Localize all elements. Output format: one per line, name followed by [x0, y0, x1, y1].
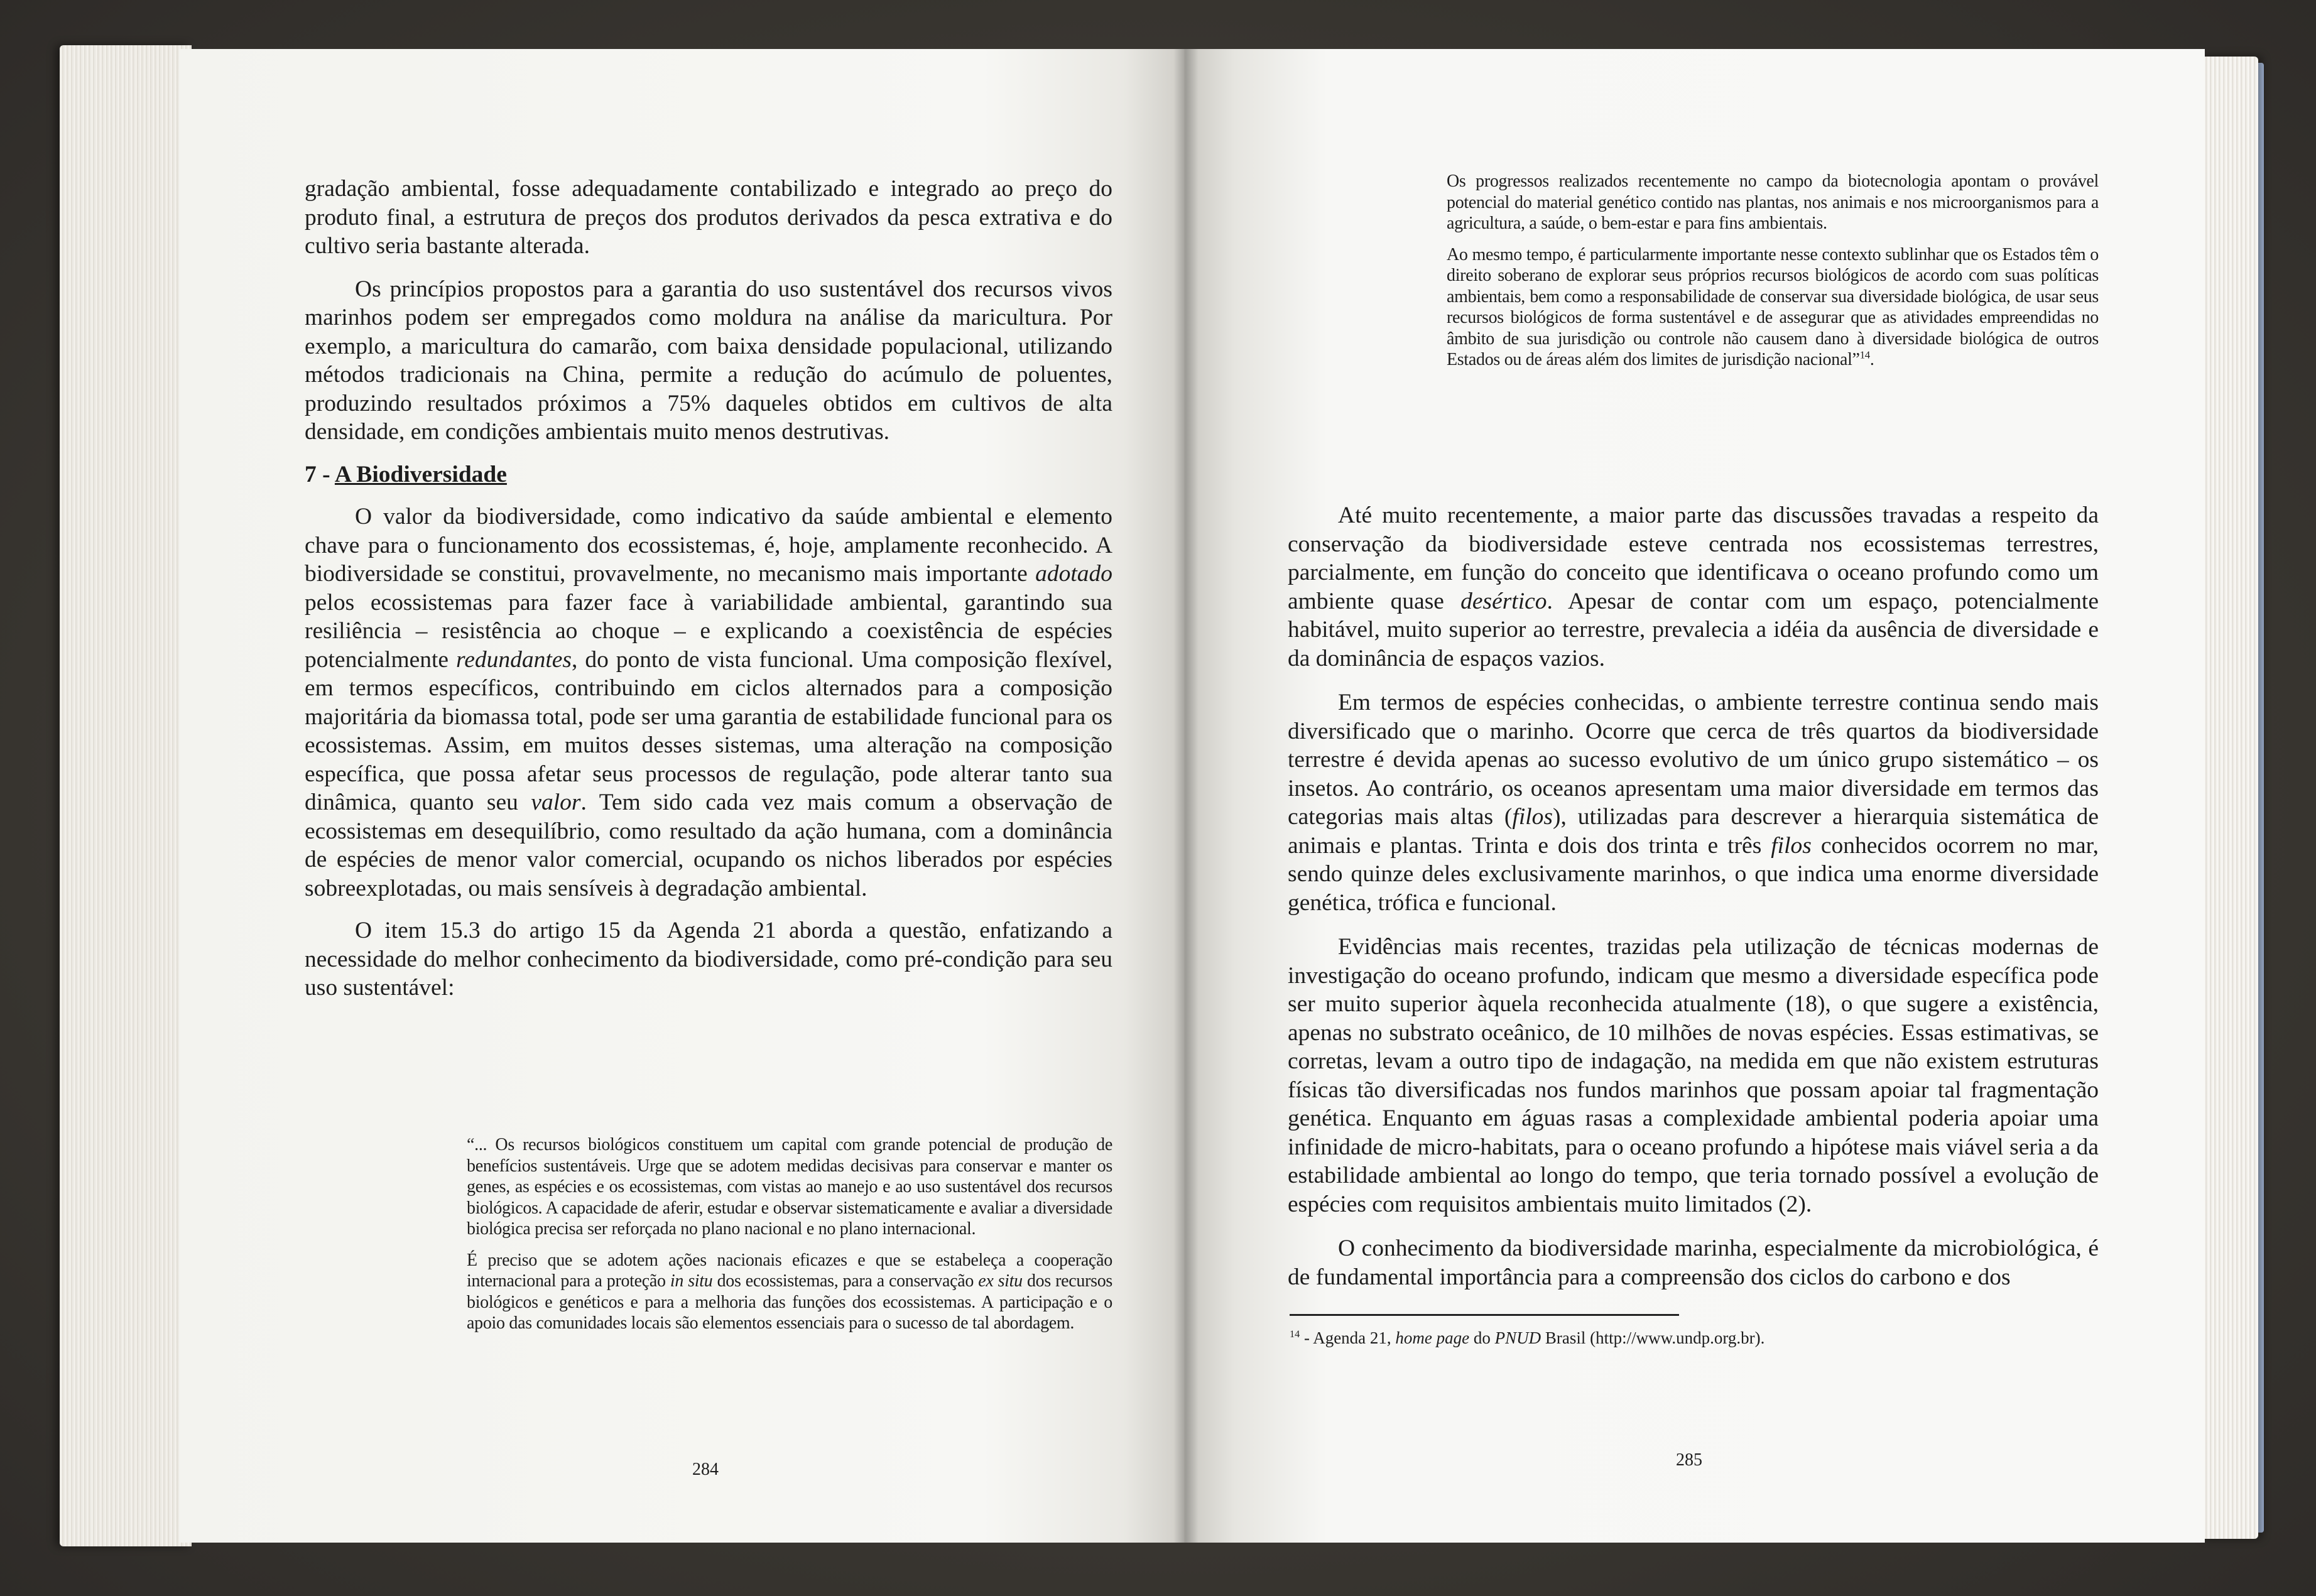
paragraph	[1288, 501, 2099, 673]
quote-paragraph: Os progressos realizados recentemente no campo da biotecnologia apontam o provável potencial do material genético contido nas plantas, nos animais e nos microorganismos para a agricultura, a saúde, o bem-estar e para fins ambientais.	[1447, 171, 2099, 233]
section-heading	[305, 460, 1112, 489]
page-number: 284	[692, 1460, 719, 1479]
text-run: Brasil (http://www.undp.org.br).	[1541, 1328, 1765, 1347]
italic-term: PNUD	[1494, 1328, 1541, 1347]
italic-term: ex situ	[978, 1271, 1023, 1291]
paragraph: O item 15.3 do artigo 15 da Agenda 21 aborda a questão, enfatizando a necessidade do melhor conhecimento da biodiversidade, como pré-condição para seu uso sustentável:	[305, 918, 1112, 1001]
italic-term: filos	[1512, 804, 1553, 830]
text-run: É preciso que se adotem ações nacionais eficazes e que se estabeleça a cooperação internacional para a proteção	[467, 1250, 1112, 1291]
paragraph: O conhecimento da biodiversidade marinha, especialmente da microbiológica, é de fundamental importância para a compreensão dos ciclos do carbono e dos	[1288, 1235, 2099, 1290]
footnote-divider	[1290, 1314, 1679, 1316]
quote-paragraph	[467, 1250, 1112, 1334]
italic-term: in situ	[670, 1271, 713, 1291]
text-run: - Agenda 21,	[1300, 1328, 1396, 1347]
italic-term: redundantes	[456, 646, 572, 673]
italic-term: adotado	[1035, 561, 1112, 587]
page-number: 285	[1676, 1450, 1702, 1470]
right-page-edges	[2199, 57, 2258, 1539]
italic-term: desértico	[1460, 588, 1547, 614]
text-run: . Tem sido cada vez mais comum a observação de ecossistemas em desequilíbrio, como resultado da ação humana, com a dominância de espécies de menor valor comercial, ocupando os nichos liberados por espécies sobreexplotadas, ou mais sensíveis à degradação ambiental.	[305, 790, 1112, 901]
agenda21-quote	[467, 1134, 1112, 1334]
text-run: do	[1469, 1328, 1495, 1347]
text-run: Até muito recentemente, a maior parte das discussões travadas a respeito da conservação da biodiversidade esteve centrada nos ecossistemas terrestres, parcialmente, em função do conceito que identificava o oceano profundo como um ambiente quase	[1288, 502, 2099, 614]
section-number: 7 -	[305, 461, 335, 487]
text-run: Em termos de espécies conhecidas, o ambiente terrestre continua sendo mais diversificado que o marinho. Ocorre que cerca de três quartos da biodiversidade terrestre é devida apenas ao sucesso evolutivo de um único grupo sistemático – os insetos. Ao contrário, os oceanos apresentam uma maior diversidade em termos das categorias mais altas (	[1288, 690, 2099, 830]
left-page	[179, 49, 1184, 1543]
italic-term: valor	[531, 790, 581, 815]
text-run: conhecidos ocorrem no mar, sendo quinze deles exclusivamente marinhos, o que indica uma enorme diversidade genética, trófica e funcional.	[1288, 832, 2099, 916]
paragraph	[305, 502, 1112, 903]
paragraph	[1288, 688, 2099, 917]
agenda21-quote-continued	[1447, 171, 2099, 371]
text-run: pelos ecossistemas para fazer face à variabilidade ambiental, garantindo sua resiliência – resistência ao choque – e explicando a coexistência de espécies potencialmente	[305, 589, 1112, 673]
paragraph: Evidências mais recentes, trazidas pela utilização de técnicas modernas de investigação do oceano profundo, indicam que mesmo a diversidade específica pode ser muito superior àquela reconhecida atualmente (18), o que sugere a existência, apenas no substrato oceânico, de 10 milhões de novas espécies. Essas estimativas, se corretas, levam a outro tipo de indagação, na medida em que não existem estruturas físicas tão diversificadas nos fundos marinhos que possam apoiar tal fragmentação genética. Enquanto em águas rasas a complexidade ambiental poderia apoiar uma infinidade de micro-habitats, para o oceano profundo a hipótese mais viável seria a da estabilidade ambiental ao longo do tempo, que teria tornado possível a evolução de espécies com requisitos ambientais muito limitados (2).	[1288, 934, 2099, 1217]
paragraph: gradação ambiental, fosse adequadamente contabilizado e integrado ao preço do produto final, a estrutura de preços dos produtos derivados da pesca extrativa e do cultivo seria bastante alterada.	[305, 176, 1112, 259]
text-run: O valor da biodiversidade, como indicativo da saúde ambiental e elemento chave para o funcionamento dos ecossistemas, é, hoje, amplamente reconhecido. A biodiversidade se constitui, provavelmente, no mecanismo mais importante	[305, 504, 1112, 587]
quote-paragraph: “... Os recursos biológicos constituem um capital com grande potencial de produção de benefícios sustentáveis. Urge que se adotem medidas decisivas para conservar e manter os genes, as espécies e os ecossistemas, com vistas ao manejo e ao uso sustentável dos recursos biológicos. A capacidade de aferir, estudar e observar sistematicamente e avaliar a diversidade biológica precisa ser reforçada no plano nacional e no plano internacional.	[467, 1135, 1112, 1239]
footnote-reference: 14	[1859, 349, 1870, 361]
left-page-body	[305, 175, 1112, 1002]
book-gutter-shadow	[1173, 49, 1199, 1543]
right-page	[1184, 49, 2205, 1543]
section-title: A Biodiversidade	[334, 461, 507, 487]
text-run: , do ponto de vista funcional. Uma composição flexível, em termos específicos, contribuindo em ciclos alternados para a composição majoritária da biomassa total, pode ser uma garantia de estabilidade funcional para os ecossistemas. Assim, em muitos desses sistemas, uma alteração na composição específica, que possa afetar seus processos de regulação, pode alterar tanto sua dinâmica, quanto seu	[305, 646, 1112, 815]
text-run: .	[1869, 350, 1874, 369]
text-run: ), utilizadas para descrever a hierarquia sistemática de animais e plantas. Trinta e dois dos trinta e três	[1288, 804, 2099, 859]
footnote	[1290, 1328, 2106, 1348]
right-page-body	[1288, 501, 2099, 1291]
italic-term: filos	[1771, 832, 1812, 859]
footnote-number: 14	[1290, 1328, 1300, 1340]
text-run: dos recursos biológicos e genéticos e para a melhoria das funções dos ecossistemas. A participação e o apoio das comunidades locais são elementos essenciais para o sucesso de tal abordagem.	[467, 1271, 1113, 1333]
quote-paragraph	[1447, 244, 2099, 371]
paragraph: Os princípios propostos para a garantia do uso sustentável dos recursos vivos marinhos podem ser empregados como moldura na análise da maricultura. Por exemplo, a maricultura do camarão, com baixa densidade populacional, utilizando métodos tradicionais na China, permite a redução do acúmulo de poluentes, produzindo resultados próximos a 75% daqueles obtidos em cultivos de alta densidade, em condições ambientais muito menos destrutivas.	[305, 276, 1112, 445]
text-run: . Apesar de contar com um espaço, potencialmente habitável, muito superior ao terrestre, prevalecia a idéia da ausência de diversidade e da dominância de espaços vazios.	[1288, 588, 2099, 671]
left-page-edges	[60, 45, 192, 1546]
italic-term: home page	[1395, 1328, 1470, 1347]
text-run: dos ecossistemas, para a conservação	[712, 1271, 979, 1291]
text-run: Ao mesmo tempo, é particularmente importante nesse contexto sublinhar que os Estados têm o direito soberano de explorar seus próprios recursos biológicos de acordo com suas políticas ambientais, bem como a responsabilidade de conservar sua diversidade biológica, de usar seus recursos biológicos de forma sustentável e de assegurar que as atividades empreendidas no âmbito de sua jurisdição ou controle não causem dano à diversidade biológica de outros Estados ou de áreas além dos limites de jurisdição nacional”	[1447, 244, 2099, 369]
